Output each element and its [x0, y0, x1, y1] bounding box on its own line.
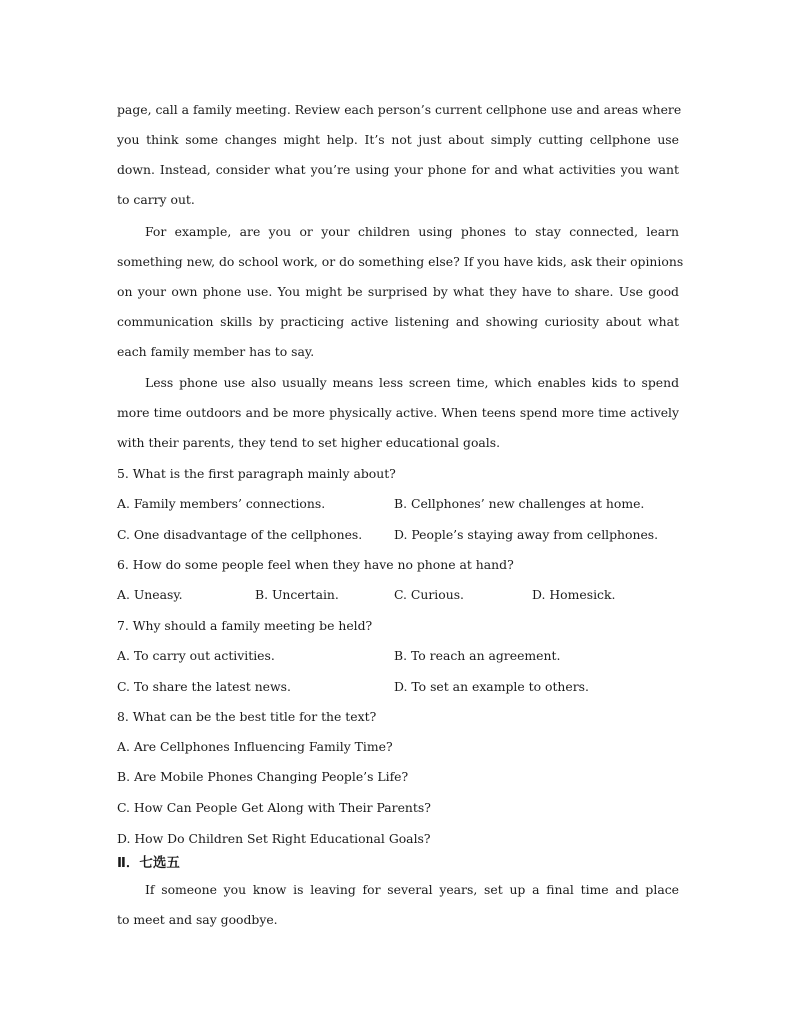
text-line: communication skills by practicing active listening and showing curiosity about what: [117, 314, 679, 329]
question-stem: 5. What is the first paragraph mainly about?: [117, 466, 396, 481]
question-stem: 6. How do some people feel when they have no phone at hand?: [117, 557, 514, 572]
option-a: A. To carry out activities.: [117, 648, 275, 663]
text-line: you think some changes might help. It’s not just about simply cutting cellphone use: [117, 132, 679, 147]
text-line: For example, are you or your children using phones to stay connected, learn: [145, 224, 679, 239]
option-b: B. Uncertain.: [255, 587, 339, 602]
option-d: D. How Do Children Set Right Educational Goals?: [117, 831, 431, 846]
option-a: A. Family members’ connections.: [117, 496, 326, 511]
option-d: D. To set an example to others.: [394, 679, 589, 694]
option-d: D. Homesick.: [532, 587, 616, 602]
text-line: If someone you know is leaving for several years, set up a final time and place: [145, 882, 679, 897]
section-heading: Ⅱ．七选五: [117, 855, 180, 871]
option-d: D. People’s staying away from cellphones.: [394, 527, 659, 542]
text-line: Less phone use also usually means less screen time, which enables kids to spend: [145, 375, 679, 390]
text-line: down. Instead, consider what you’re using your phone for and what activities you want: [117, 162, 679, 177]
option-b: B. To reach an agreement.: [394, 648, 561, 663]
option-b: B. Cellphones’ new challenges at home.: [394, 496, 645, 511]
text-line: each family member has to say.: [117, 344, 315, 359]
option-c: C. One disadvantage of the cellphones.: [117, 527, 363, 542]
text-line: to meet and say goodbye.: [117, 912, 278, 927]
text-line: with their parents, they tend to set higher educational goals.: [117, 435, 501, 450]
question-stem: 8. What can be the best title for the text?: [117, 709, 377, 724]
text-line: to carry out.: [117, 192, 195, 207]
option-c: C. How Can People Get Along with Their Parents?: [117, 800, 431, 815]
text-line: page, call a family meeting. Review each person’s current cellphone use and areas where: [117, 102, 682, 117]
text-line: something new, do school work, or do something else? If you have kids, ask their opinions: [117, 254, 684, 269]
option-c: C. To share the latest news.: [117, 679, 291, 694]
question-stem: 7. Why should a family meeting be held?: [117, 618, 373, 633]
option-a: A. Uneasy.: [117, 587, 183, 602]
text-line: on your own phone use. You might be surprised by what they have to share. Use good: [117, 284, 679, 299]
option-c: C. Curious.: [394, 587, 464, 602]
option-a: A. Are Cellphones Influencing Family Time?: [117, 739, 393, 754]
text-line: more time outdoors and be more physically active. When teens spend more time actively: [117, 405, 679, 420]
option-b: B. Are Mobile Phones Changing People’s Life?: [117, 769, 409, 784]
